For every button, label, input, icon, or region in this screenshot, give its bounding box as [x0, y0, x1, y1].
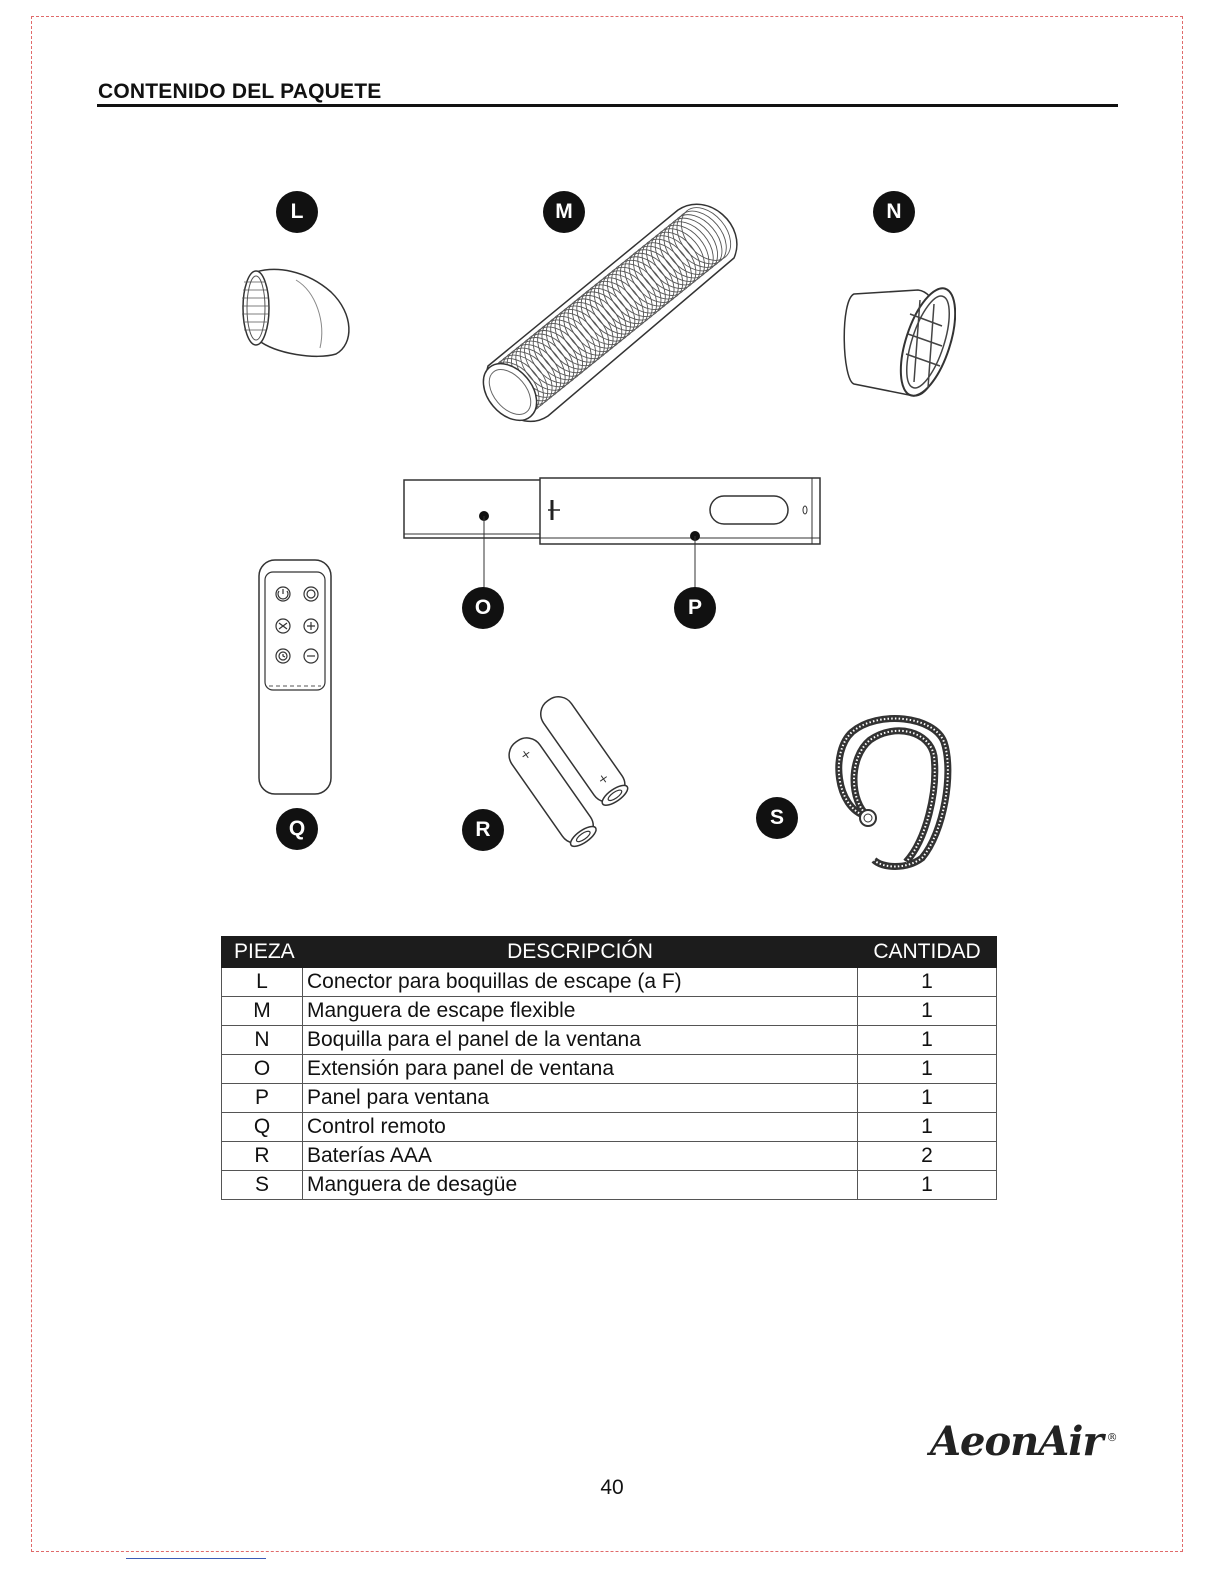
- row-quantity: 1: [858, 1171, 997, 1200]
- row-quantity: 2: [858, 1142, 997, 1171]
- label-O: O: [462, 587, 504, 629]
- table-row: [222, 1084, 997, 1113]
- header-quantity: CANTIDAD: [858, 937, 997, 968]
- table-row: [222, 1055, 997, 1084]
- row-quantity: 1: [858, 968, 997, 997]
- row-piece: M: [222, 997, 303, 1026]
- table-header-row: [222, 937, 997, 968]
- remote-control-illustration: [255, 558, 335, 798]
- row-piece: N: [222, 1026, 303, 1055]
- table-row: [222, 968, 997, 997]
- aeonair-logo: [930, 1418, 1117, 1465]
- header-description: DESCRIPCIÓN: [302, 937, 857, 968]
- page-number: 40: [600, 1476, 624, 1499]
- row-description: Manguera de escape flexible: [302, 997, 857, 1026]
- panel-leader-lines: [480, 548, 700, 588]
- logo-text: AeonAir: [930, 1418, 1103, 1465]
- row-quantity: 1: [858, 1026, 997, 1055]
- row-quantity: 1: [858, 997, 997, 1026]
- label-Q: Q: [276, 808, 318, 850]
- table-row: [222, 1142, 997, 1171]
- label-M: M: [543, 191, 585, 233]
- label-N: N: [873, 191, 915, 233]
- row-description: Control remoto: [302, 1113, 857, 1142]
- window-panel-illustration: [402, 474, 826, 550]
- batteries-illustration: [500, 694, 646, 850]
- table-row: [222, 1113, 997, 1142]
- drain-hose-illustration: [826, 712, 958, 872]
- footnote-line: [126, 1558, 266, 1559]
- row-description: Panel para ventana: [302, 1084, 857, 1113]
- table-row: [222, 997, 997, 1026]
- row-piece: P: [222, 1084, 303, 1113]
- row-piece: S: [222, 1171, 303, 1200]
- row-piece: R: [222, 1142, 303, 1171]
- table-row: [222, 1026, 997, 1055]
- row-description: Boquilla para el panel de la ventana: [302, 1026, 857, 1055]
- window-nozzle-illustration: [840, 284, 956, 404]
- label-R: R: [462, 809, 504, 851]
- row-description: Manguera de desagüe: [302, 1171, 857, 1200]
- flexible-hose-illustration: [478, 196, 746, 428]
- section-heading: CONTENIDO DEL PAQUETE: [98, 80, 382, 103]
- row-piece: Q: [222, 1113, 303, 1142]
- label-P: P: [674, 587, 716, 629]
- row-description: Extensión para panel de ventana: [302, 1055, 857, 1084]
- row-quantity: 1: [858, 1055, 997, 1084]
- label-L: L: [276, 191, 318, 233]
- heading-rule: [97, 104, 1118, 107]
- row-piece: O: [222, 1055, 303, 1084]
- row-description: Baterías AAA: [302, 1142, 857, 1171]
- row-piece: L: [222, 968, 303, 997]
- exhaust-connector-illustration: [236, 262, 362, 362]
- row-description: Conector para boquillas de escape (a F): [302, 968, 857, 997]
- row-quantity: 1: [858, 1084, 997, 1113]
- registered-mark: ®: [1106, 1430, 1117, 1444]
- label-S: S: [756, 797, 798, 839]
- header-piece: PIEZA: [222, 937, 303, 968]
- table-row: [222, 1171, 997, 1200]
- parts-table: [221, 936, 997, 1200]
- row-quantity: 1: [858, 1113, 997, 1142]
